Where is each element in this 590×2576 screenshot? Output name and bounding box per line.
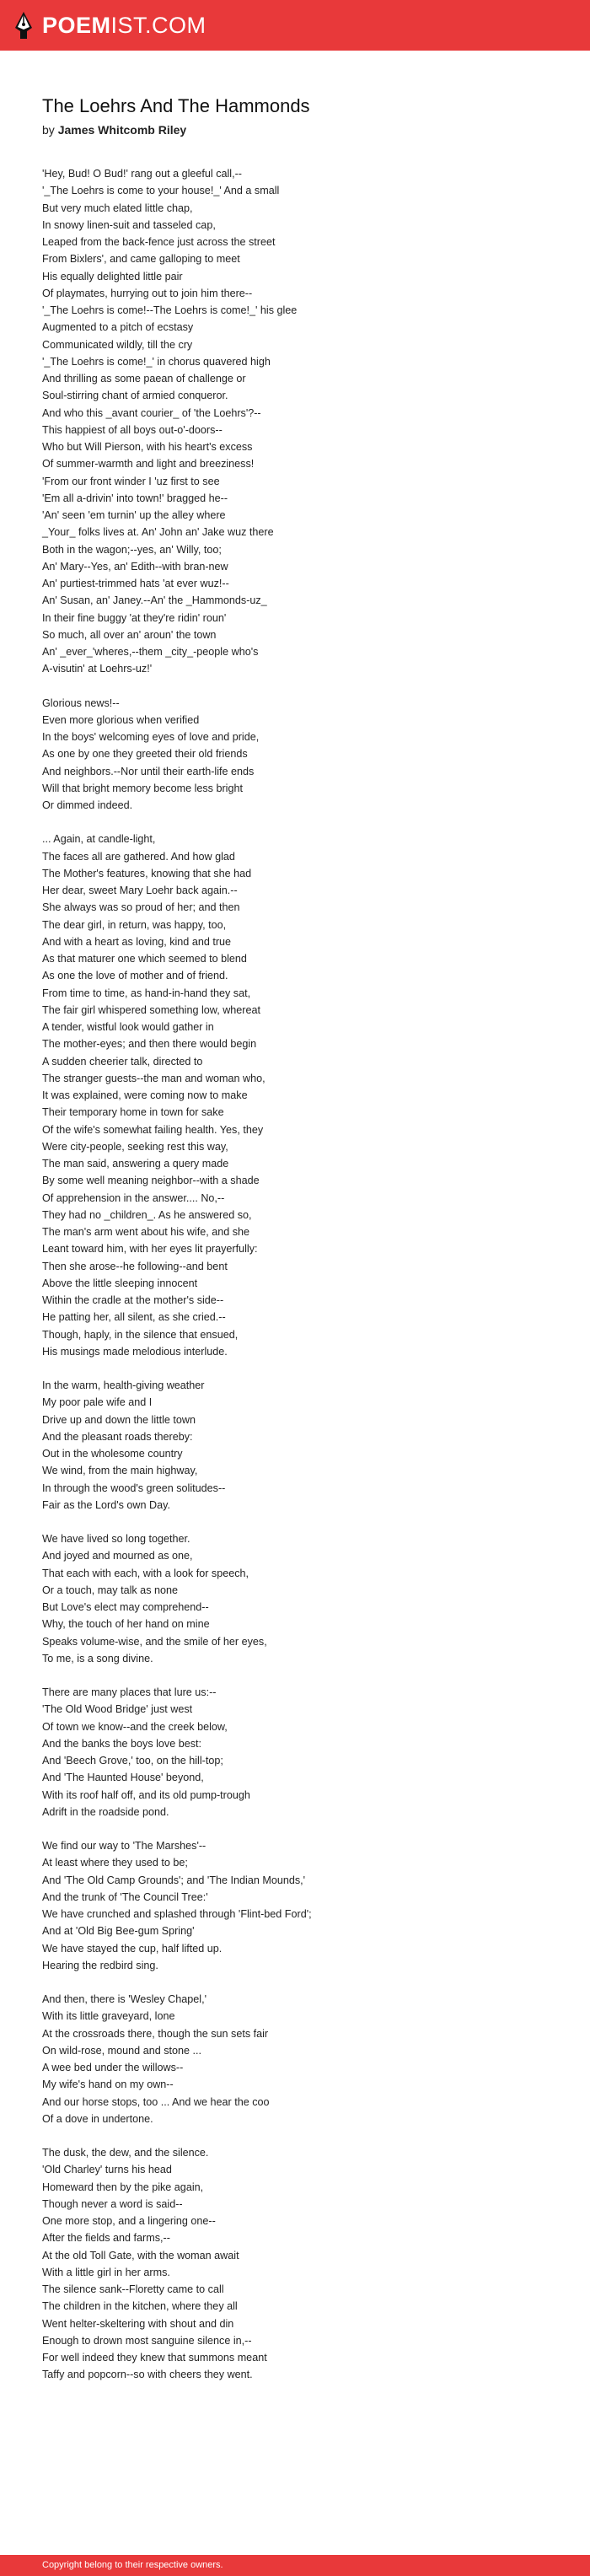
poem-stanza — [42, 1837, 548, 1974]
poem-byline — [42, 121, 548, 138]
poem-line: The man said, answering a query made — [42, 1158, 229, 1170]
poem-line: Of town we know--and the creek below, — [42, 1720, 228, 1733]
copyright-text: Copyright belong to their respective owners. — [42, 2560, 223, 2570]
poem-line: 'From our front winder I 'uz first to see — [42, 475, 220, 487]
site-header — [0, 0, 590, 51]
poem-line: An' purtiest-trimmed hats 'at ever wuz!-- — [42, 578, 229, 589]
poem-stanza — [42, 1991, 548, 2127]
poem-stanza — [42, 1530, 548, 1667]
poem-line: At the crossroads there, though the sun sets fair — [42, 2027, 269, 2040]
poem-line: From time to time, as hand-in-hand they sat, — [42, 987, 251, 999]
poem-line: His equally delighted little pair — [42, 270, 183, 282]
poem-line: '_The Loehrs is come!--The Loehrs is come!_' his glee — [42, 304, 298, 316]
poem-line: Of a dove in undertone. — [42, 2112, 153, 2125]
poem-line: In the boys' welcoming eyes of love and pride, — [42, 731, 260, 743]
poem-line: A-visutin' at Loehrs-uz!' — [42, 663, 153, 675]
poem-content — [42, 94, 548, 2401]
logo-wordmark — [42, 11, 206, 40]
poem-stanza — [42, 2144, 548, 2384]
poem-line: Leant toward him, with her eyes lit prayerfully: — [42, 1243, 258, 1256]
poem-line: By some well meaning neighbor--with a shade — [42, 1175, 260, 1187]
poem-line: And neighbors.--Nor until their earth-life ends — [42, 765, 255, 777]
poem-line: And our horse stops, too ... And we hear the coo — [42, 2095, 270, 2108]
poem-line: And the pleasant roads thereby: — [42, 1430, 193, 1443]
poem-line: At least where they used to be; — [42, 1857, 188, 1869]
poem-line: A sudden cheerier talk, directed to — [42, 1055, 203, 1068]
poem-line: Of summer-warmth and light and breeziness! — [42, 458, 255, 471]
poem-line: The mother-eyes; and then there would begin — [42, 1038, 257, 1051]
poem-line: He patting her, all silent, as she cried.-- — [42, 1311, 226, 1324]
poem-line: And then, there is 'Wesley Chapel,' — [42, 1993, 206, 2005]
poem-line: Homeward then by the pike again, — [42, 2181, 204, 2193]
poem-line: In the warm, health-giving weather — [42, 1379, 205, 1391]
poem-line: The Mother's features, knowing that she had — [42, 867, 252, 879]
poem-line: The silence sank--Floretty came to call — [42, 2283, 224, 2295]
logo-bold-text: POEM — [42, 13, 111, 38]
poem-line: And with a heart as loving, kind and true — [42, 935, 232, 948]
poem-line: Then she arose--he following--and bent — [42, 1260, 228, 1272]
poem-line: Why, the touch of her hand on mine — [42, 1618, 210, 1631]
poem-line: Her dear, sweet Mary Loehr back again.-- — [42, 885, 238, 896]
poem-line: A wee bed under the willows-- — [42, 2062, 184, 2073]
poem-line: And 'The Old Camp Grounds'; and 'The Indian Mounds,' — [42, 1874, 306, 1886]
poem-line: It was explained, were coming now to make — [42, 1089, 248, 1101]
poem-line: Went helter-skeltering with shout and din — [42, 2317, 234, 2330]
poem-line: Of the wife's somewhat failing health. Yes, they — [42, 1123, 264, 1136]
poem-line: _Your_ folks lives at. An' John an' Jake wuz there — [42, 526, 274, 539]
poem-line: My poor pale wife and I — [42, 1396, 153, 1409]
poem-line: My wife's hand on my own-- — [42, 2079, 174, 2091]
poem-line: The dusk, the dew, and the silence. — [42, 2147, 209, 2159]
poem-line: Both in the wagon;--yes, an' Willy, too; — [42, 543, 222, 556]
poem-line: We have crunched and splashed through 'Flint-bed Ford'; — [42, 1908, 312, 1920]
poem-line: As that maturer one which seemed to blend — [42, 953, 247, 965]
poem-line: But very much elated little chap, — [42, 202, 193, 214]
poem-line: '_The Loehrs is come!_' in chorus quavered high — [42, 355, 271, 368]
poem-line: And thrilling as some paean of challenge or — [42, 373, 246, 385]
poem-line: But Love's elect may comprehend-- — [42, 1601, 209, 1613]
site-footer — [0, 2555, 590, 2576]
poem-line: With its little graveyard, lone — [42, 2010, 175, 2023]
poem-line: 'An' seen 'em turnin' up the alley where — [42, 509, 226, 521]
poem-line: Their temporary home in town for sake — [42, 1106, 224, 1119]
poem-line: And at 'Old Big Bee-gum Spring' — [42, 1925, 195, 1938]
poem-line: Within the cradle at the mother's side-- — [42, 1294, 224, 1306]
poem-stanza — [42, 165, 548, 678]
poem-line: Who but Will Pierson, with his heart's excess — [42, 441, 253, 453]
poem-line: His musings made melodious interlude. — [42, 1345, 228, 1358]
poem-line: Though never a word is said-- — [42, 2197, 183, 2210]
poem-line: We have stayed the cup, half lifted up. — [42, 1942, 223, 1955]
poem-line: The stranger guests--the man and woman who, — [42, 1072, 266, 1084]
poem-line: Fair as the Lord's own Day. — [42, 1498, 170, 1511]
poem-line: She always was so proud of her; and then — [42, 901, 240, 914]
poem-line: There are many places that lure us:-- — [42, 1686, 217, 1698]
poem-line: After the fields and farms,-- — [42, 2232, 170, 2245]
poem-line: From Bixlers', and came galloping to meet — [42, 253, 240, 266]
poem-line: That each with each, with a look for speech, — [42, 1567, 249, 1579]
poem-line: To me, is a song divine. — [42, 1652, 153, 1664]
poem-line: This happiest of all boys out-o'-doors-- — [42, 423, 223, 436]
poem-line: Taffy and popcorn--so with cheers they went. — [42, 2369, 253, 2381]
poem-line: In their fine buggy 'at they're ridin' roun' — [42, 611, 227, 624]
poem-line: They had no _children_. As he answered so, — [42, 1208, 252, 1221]
poem-line: An' Susan, an' Janey.--An' the _Hammonds-uz_ — [42, 594, 267, 607]
poem-stanza — [42, 1377, 548, 1514]
poem-line: As one by one they greeted their old friends — [42, 748, 248, 761]
poem-line: With its roof half off, and its old pump-trough — [42, 1788, 250, 1801]
poem-line: With a little girl in her arms. — [42, 2266, 170, 2278]
poem-line: Or dimmed indeed. — [42, 799, 133, 811]
poem-stanza — [42, 831, 548, 1360]
poem-line: Hearing the redbird sing. — [42, 1959, 158, 1971]
poem-line: The fair girl whispered something low, whereat — [42, 1003, 260, 1016]
poem-line: Leaped from the back-fence just across the street — [42, 236, 276, 248]
poem-line: As one the love of mother and of friend. — [42, 970, 228, 982]
poem-line: Soul-stirring chant of armied conqueror. — [42, 390, 228, 402]
poem-line: And who this _avant courier_ of 'the Loehrs'?-- — [42, 406, 261, 419]
poem-line: Above the little sleeping innocent — [42, 1277, 198, 1289]
poem-line: We find our way to 'The Marshes'-- — [42, 1840, 206, 1852]
poem-line: Of playmates, hurrying out to join him there-- — [42, 287, 253, 299]
poem-line: The children in the kitchen, where they all — [42, 2300, 238, 2313]
poem-line: Though, haply, in the silence that ensued, — [42, 1328, 239, 1341]
poem-line: 'Old Charley' turns his head — [42, 2164, 172, 2176]
poem-line: We have lived so long together. — [42, 1533, 190, 1545]
poem-line: ... Again, at candle-light, — [42, 833, 156, 846]
poem-line: And 'The Haunted House' beyond, — [42, 1772, 204, 1784]
poem-line: A tender, wistful look would gather in — [42, 1021, 214, 1033]
poem-line: An' Mary--Yes, an' Edith--with bran-new — [42, 560, 228, 573]
poem-line: Were city-people, seeking rest this way, — [42, 1140, 228, 1153]
poem-line: At the old Toll Gate, with the woman await — [42, 2249, 239, 2261]
poem-line: Speaks volume-wise, and the smile of her eyes, — [42, 1635, 267, 1648]
poem-line: And joyed and mourned as one, — [42, 1550, 193, 1562]
poem-line: Even more glorious when verified — [42, 713, 200, 726]
poem-line: One more stop, and a lingering one-- — [42, 2215, 216, 2227]
poem-line: And the trunk of 'The Council Tree:' — [42, 1890, 208, 1903]
poem-title: The Loehrs And The Hammonds — [42, 95, 310, 116]
author-link[interactable]: James Whitcomb Riley — [57, 123, 187, 137]
poem-stanza — [42, 1684, 548, 1820]
poem-line: Enough to drown most sanguine silence in,-- — [42, 2334, 252, 2347]
poem-line: And 'Beech Grove,' too, on the hill-top; — [42, 1755, 223, 1767]
logo-light-text: IST.COM — [110, 13, 206, 38]
poem-line: For well indeed they knew that summons meant — [42, 2352, 267, 2364]
by-label: by — [42, 123, 55, 137]
poem-line: 'Em all a-drivin' into town!' bragged he-- — [42, 492, 228, 504]
poem-line: The man's arm went about his wife, and she — [42, 1226, 250, 1238]
poem-line: Or a touch, may talk as none — [42, 1584, 179, 1596]
poem-line: '_The Loehrs is come to your house!_' And a small — [42, 185, 280, 197]
poem-line: Of apprehension in the answer.... No,-- — [42, 1191, 225, 1204]
site-logo[interactable] — [12, 11, 206, 40]
poem-line: Drive up and down the little town — [42, 1413, 196, 1426]
poem-line: We wind, from the main highway, — [42, 1465, 198, 1477]
poem-line: Adrift in the roadside pond. — [42, 1805, 169, 1818]
poem-line: Will that bright memory become less bright — [42, 782, 243, 794]
poem-line: Communicated wildly, till the cry — [42, 338, 193, 351]
poem-body — [42, 165, 548, 2384]
poem-line: 'Hey, Bud! O Bud!' rang out a gleeful call,-- — [42, 168, 242, 180]
poem-line: An' _ever_'wheres,--them _city_-people who's — [42, 646, 259, 658]
poem-line: In snowy linen-suit and tasseled cap, — [42, 218, 216, 231]
poem-line: In through the wood's green solitudes-- — [42, 1482, 226, 1494]
poem-line: On wild-rose, mound and stone ... — [42, 2044, 202, 2057]
poem-line: Augmented to a pitch of ecstasy — [42, 321, 194, 334]
poem-stanza — [42, 695, 548, 815]
pen-nib-icon — [12, 11, 35, 40]
poem-line: Out in the wholesome country — [42, 1448, 183, 1460]
poem-line: And the banks the boys love best: — [42, 1737, 202, 1750]
poem-line: 'The Old Wood Bridge' just west — [42, 1703, 193, 1716]
poem-line: Glorious news!-- — [42, 696, 120, 709]
poem-line: The dear girl, in return, was happy, too, — [42, 918, 227, 931]
poem-line: The faces all are gathered. And how glad — [42, 850, 235, 863]
poem-line: So much, all over an' aroun' the town — [42, 628, 217, 641]
